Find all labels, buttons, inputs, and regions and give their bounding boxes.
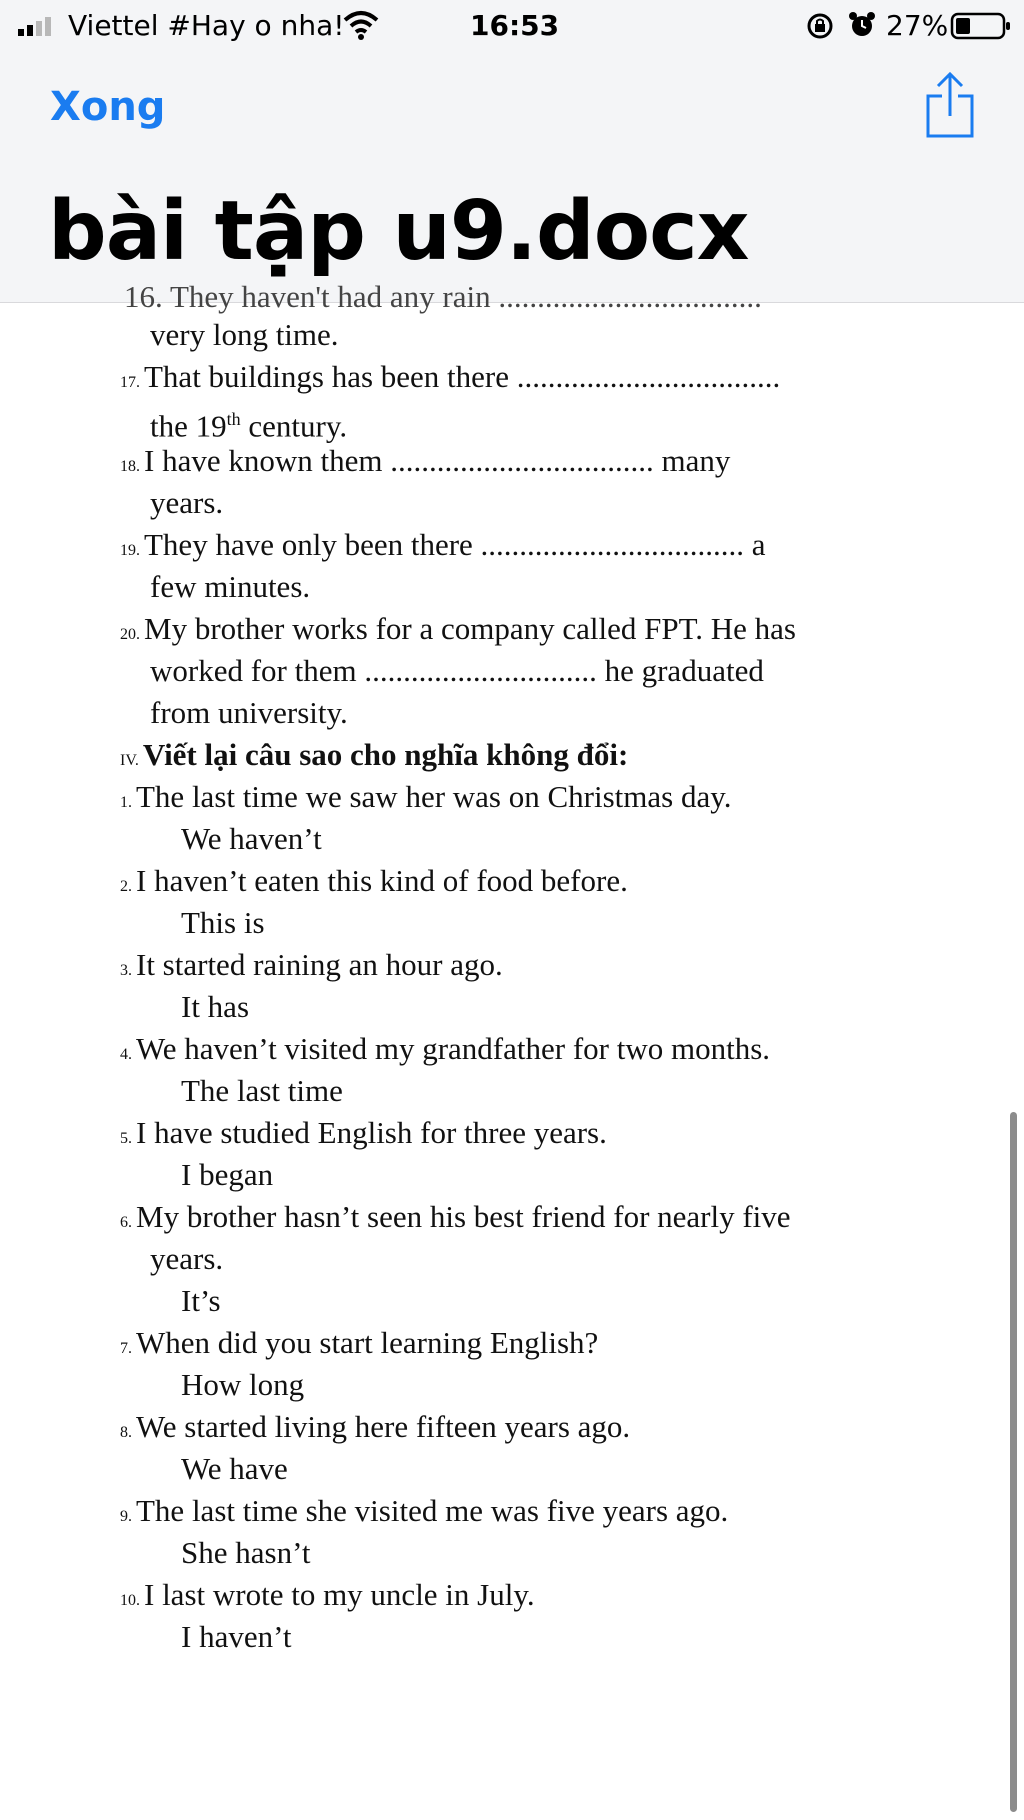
item-17: 17. That buildings has been there .................................. bbox=[120, 359, 781, 394]
rewrite-9-prompt: She hasn’t bbox=[181, 1535, 311, 1570]
item-number: 20. bbox=[120, 626, 140, 643]
battery-icon bbox=[950, 12, 1012, 40]
item-16-line-2: very long time. bbox=[150, 317, 339, 352]
signal-strength-icon bbox=[18, 16, 56, 36]
item-number: 10. bbox=[120, 1592, 140, 1609]
item-17-line-2: the 19th century. bbox=[150, 408, 348, 444]
wifi-icon bbox=[343, 10, 379, 40]
section-number: IV. bbox=[120, 752, 139, 769]
alarm-clock-icon bbox=[848, 11, 876, 39]
item-18-line-2: years. bbox=[150, 485, 224, 520]
rewrite-10: 10. I last wrote to my uncle in July. bbox=[120, 1577, 535, 1612]
item-number: 18. bbox=[120, 458, 140, 475]
rewrite-5: 5. I have studied English for three years. bbox=[120, 1115, 607, 1150]
carrier-name: Viettel #Hay o nha! bbox=[68, 9, 345, 42]
item-20: 20. My brother works for a company called FPT. He has bbox=[120, 611, 796, 646]
rotation-lock-icon bbox=[806, 12, 834, 40]
item-number: 7. bbox=[120, 1340, 132, 1357]
share-icon[interactable] bbox=[924, 70, 976, 140]
rewrite-1: 1. The last time we saw her was on Christmas day. bbox=[120, 779, 732, 814]
item-number: 9. bbox=[120, 1508, 132, 1525]
item-20-line-3: from university. bbox=[150, 695, 348, 730]
rewrite-5-prompt: I began bbox=[181, 1157, 274, 1192]
document-title: bài tập u9.docx bbox=[48, 184, 749, 279]
item-number: 5. bbox=[120, 1130, 132, 1147]
item-18: 18. I have known them .................................. many bbox=[120, 443, 731, 478]
item-19: 19. They have only been there .................................. a bbox=[120, 527, 766, 562]
battery-percentage: 27% bbox=[886, 9, 949, 42]
item-number: 19. bbox=[120, 542, 140, 559]
rewrite-10-prompt: I haven’t bbox=[181, 1619, 292, 1654]
rewrite-3-prompt: It has bbox=[181, 989, 250, 1024]
item-19-line-2: few minutes. bbox=[150, 569, 311, 604]
rewrite-1-prompt: We haven’t bbox=[181, 821, 322, 856]
item-number: 17. bbox=[120, 374, 140, 391]
rewrite-7: 7. When did you start learning English? bbox=[120, 1325, 599, 1360]
item-20-line-2: worked for them .............................. he graduated bbox=[150, 653, 764, 688]
rewrite-3: 3. It started raining an hour ago. bbox=[120, 947, 503, 982]
done-button[interactable]: Xong bbox=[50, 84, 166, 130]
rewrite-9: 9. The last time she visited me was five years ago. bbox=[120, 1493, 729, 1528]
item-number: 4. bbox=[120, 1046, 132, 1063]
item-number: 2. bbox=[120, 878, 132, 895]
rewrite-2-prompt: This is bbox=[181, 905, 265, 940]
item-number: 3. bbox=[120, 962, 132, 979]
vertical-scrollbar[interactable] bbox=[1010, 1112, 1017, 1812]
cut-off-line: 16. They haven't had any rain .................................. bbox=[124, 279, 762, 314]
rewrite-8-prompt: We have bbox=[181, 1451, 288, 1486]
document-content bbox=[0, 279, 1024, 1820]
rewrite-7-prompt: How long bbox=[181, 1367, 305, 1402]
rewrite-2: 2. I haven’t eaten this kind of food before. bbox=[120, 863, 628, 898]
rewrite-4: 4. We haven’t visited my grandfather for two months. bbox=[120, 1031, 771, 1066]
item-number: 8. bbox=[120, 1424, 132, 1441]
rewrite-6-line-2: years. bbox=[150, 1241, 224, 1276]
rewrite-6: 6. My brother hasn’t seen his best friend for nearly five bbox=[120, 1199, 791, 1234]
rewrite-8: 8. We started living here fifteen years ago. bbox=[120, 1409, 631, 1444]
section-heading-iv: IV. Viết lại câu sao cho nghĩa không đổi: bbox=[120, 737, 629, 772]
rewrite-6-prompt: It’s bbox=[181, 1283, 221, 1318]
navigation-bar bbox=[0, 52, 1024, 303]
clock: 16:53 bbox=[470, 9, 560, 42]
item-number: 1. bbox=[120, 794, 132, 811]
status-bar bbox=[0, 0, 1024, 52]
rewrite-4-prompt: The last time bbox=[181, 1073, 343, 1108]
item-number: 6. bbox=[120, 1214, 132, 1231]
